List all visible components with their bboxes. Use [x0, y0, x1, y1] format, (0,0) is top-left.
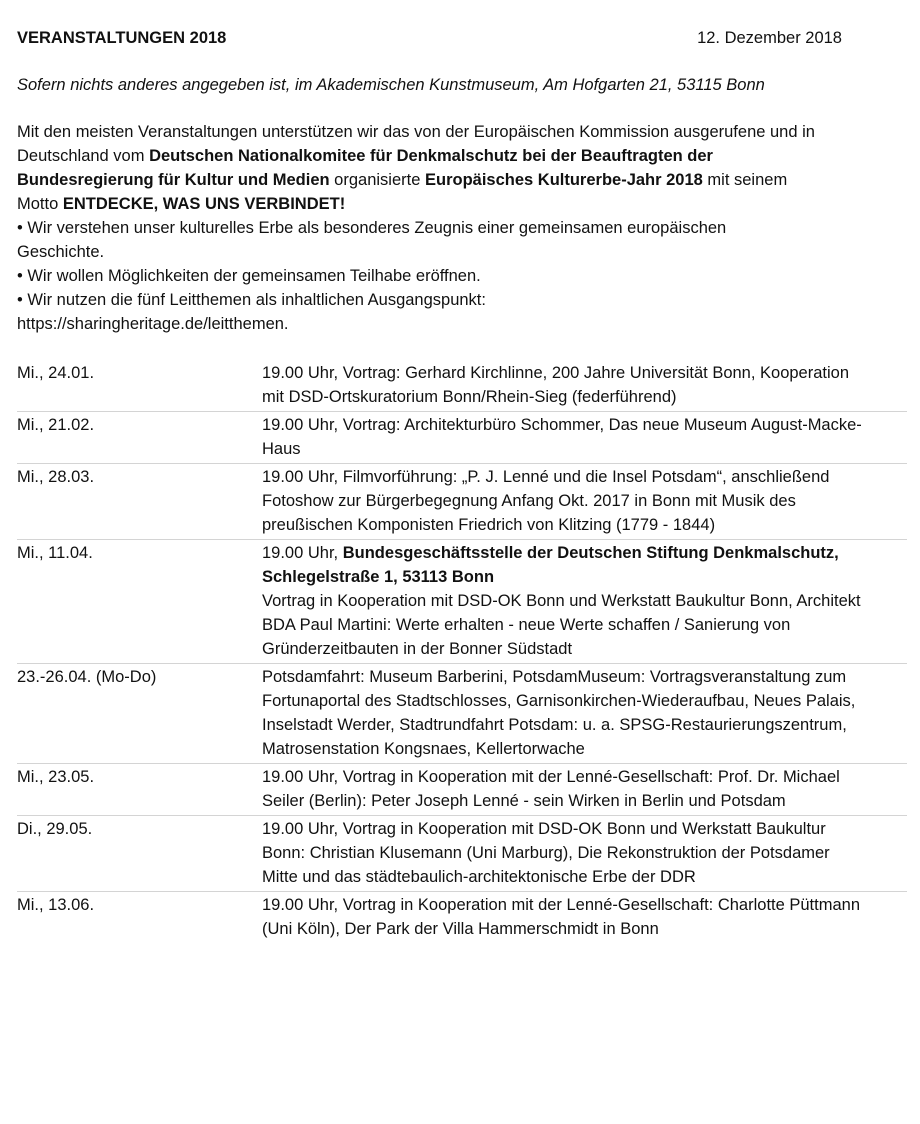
intro-text	[17, 120, 817, 336]
document-date: 12. Dezember 2018	[697, 29, 842, 47]
event-description: 19.00 Uhr, Vortrag in Kooperation mit DSD-OK Bonn und Werkstatt Baukultur Bonn: Christian Klusemann (Uni Marburg), Die Rekonstruktion der Potsdamer Mitte und das städtebaulich-architektonische Erbe der DDR	[262, 820, 830, 886]
event-venue: Bundesgeschäftsstelle der Deutschen Stiftung Denkmalschutz, Schlegelstraße 1, 53113 Bonn	[262, 544, 839, 586]
event-time: 19.00 Uhr,	[262, 544, 343, 562]
event-details: Vortrag in Kooperation mit DSD-OK Bonn und Werkstatt Baukultur Bonn, Architekt BDA Paul Martini: Werte erhalten - neue Werte schaffen / Sanierung von Gründerzeitbauten in der Bonner Südstadt	[262, 592, 861, 658]
events-list	[17, 360, 907, 943]
intro-motto: ENTDECKE, WAS UNS VERBINDET!	[62, 195, 346, 213]
leitthemen-link[interactable]: https://sharingheritage.de/leitthemen.	[17, 315, 289, 333]
event-row	[17, 763, 907, 815]
event-description: 19.00 Uhr, Vortrag: Gerhard Kirchlinne, 200 Jahre Universität Bonn, Kooperation mit DSD-Ortskuratorium Bonn/Rhein-Sieg (federführend)	[262, 364, 850, 406]
intro-text-c: organisierte	[329, 171, 425, 189]
event-date: Mi., 21.02.	[17, 416, 95, 434]
event-date: Mi., 23.05.	[17, 768, 95, 786]
event-row	[17, 463, 907, 539]
event-date: Di., 29.05.	[17, 820, 93, 838]
event-date: Mi., 28.03.	[17, 468, 95, 486]
intro-text-e: mit seinem Motto	[17, 171, 788, 213]
event-description	[262, 541, 862, 661]
intro-paragraph	[17, 120, 817, 216]
event-description: 19.00 Uhr, Vortrag in Kooperation mit der Lenné-Gesellschaft: Charlotte Püttmann (Uni Köln), Der Park der Villa Hammerschmidt in Bonn	[262, 896, 861, 938]
event-date: 23.-26.04. (Mo-Do)	[17, 668, 157, 686]
event-row	[17, 411, 907, 463]
intro-text-a: Mit den meisten Veranstaltungen unterstützen wir das von der Europäischen Kommission ausgerufene und in Deutschland vom	[17, 123, 815, 165]
event-date: Mi., 11.04.	[17, 544, 93, 562]
header	[17, 26, 842, 50]
event-row	[17, 891, 907, 943]
event-row	[17, 539, 907, 663]
intro-year-title: Europäisches Kulturerbe-Jahr 2018	[424, 171, 703, 189]
location-note: Sofern nichts anderes angegeben ist, im Akademischen Kunstmuseum, Am Hofgarten 21, 53115 Bonn	[17, 76, 765, 94]
event-row	[17, 815, 907, 891]
event-description: 19.00 Uhr, Filmvorführung: „P. J. Lenné und die Insel Potsdam“, anschließend Fotoshow zur Bürgerbegegnung Anfang Okt. 2017 in Bonn mit Musik des preußischen Komponisten Friedrich von Klitzing (1779 - 1844)	[262, 468, 830, 534]
event-date: Mi., 24.01.	[17, 364, 95, 382]
event-date: Mi., 13.06.	[17, 896, 95, 914]
event-description: 19.00 Uhr, Vortrag in Kooperation mit der Lenné-Gesellschaft: Prof. Dr. Michael Seiler (Berlin): Peter Joseph Lenné - sein Wirken in Berlin und Potsdam	[262, 768, 840, 810]
intro-committee: Deutschen Nationalkomitee für Denkmalschutz bei der Beauftragten der Bundesregierung für Kultur und Medien	[17, 147, 713, 189]
document-title: VERANSTALTUNGEN 2018	[17, 29, 227, 47]
event-description: 19.00 Uhr, Vortrag: Architekturbüro Schommer, Das neue Museum August-Macke-Haus	[262, 416, 862, 458]
intro-bullet: • Wir verstehen unser kulturelles Erbe als besonderes Zeugnis einer gemeinsamen europäischen Geschichte.	[17, 219, 727, 261]
event-description: Potsdamfahrt: Museum Barberini, PotsdamMuseum: Vortragsveranstaltung zum Fortunaportal des Stadtschlosses, Garnisonkirchen-Wiederaufbau, Neues Palais, Inselstadt Werder, Stadtrundfahrt Potsdam: u. a. SPSG-Restaurierungszentrum, Matrosenstation Kongsnaes, Kellertorwache	[262, 668, 856, 758]
event-row	[17, 663, 907, 763]
event-row	[17, 360, 907, 411]
intro-bullet: • Wir nutzen die fünf Leitthemen als inhaltlichen Ausgangspunkt:	[17, 291, 486, 309]
intro-bullet: • Wir wollen Möglichkeiten der gemeinsamen Teilhabe eröffnen.	[17, 267, 481, 285]
